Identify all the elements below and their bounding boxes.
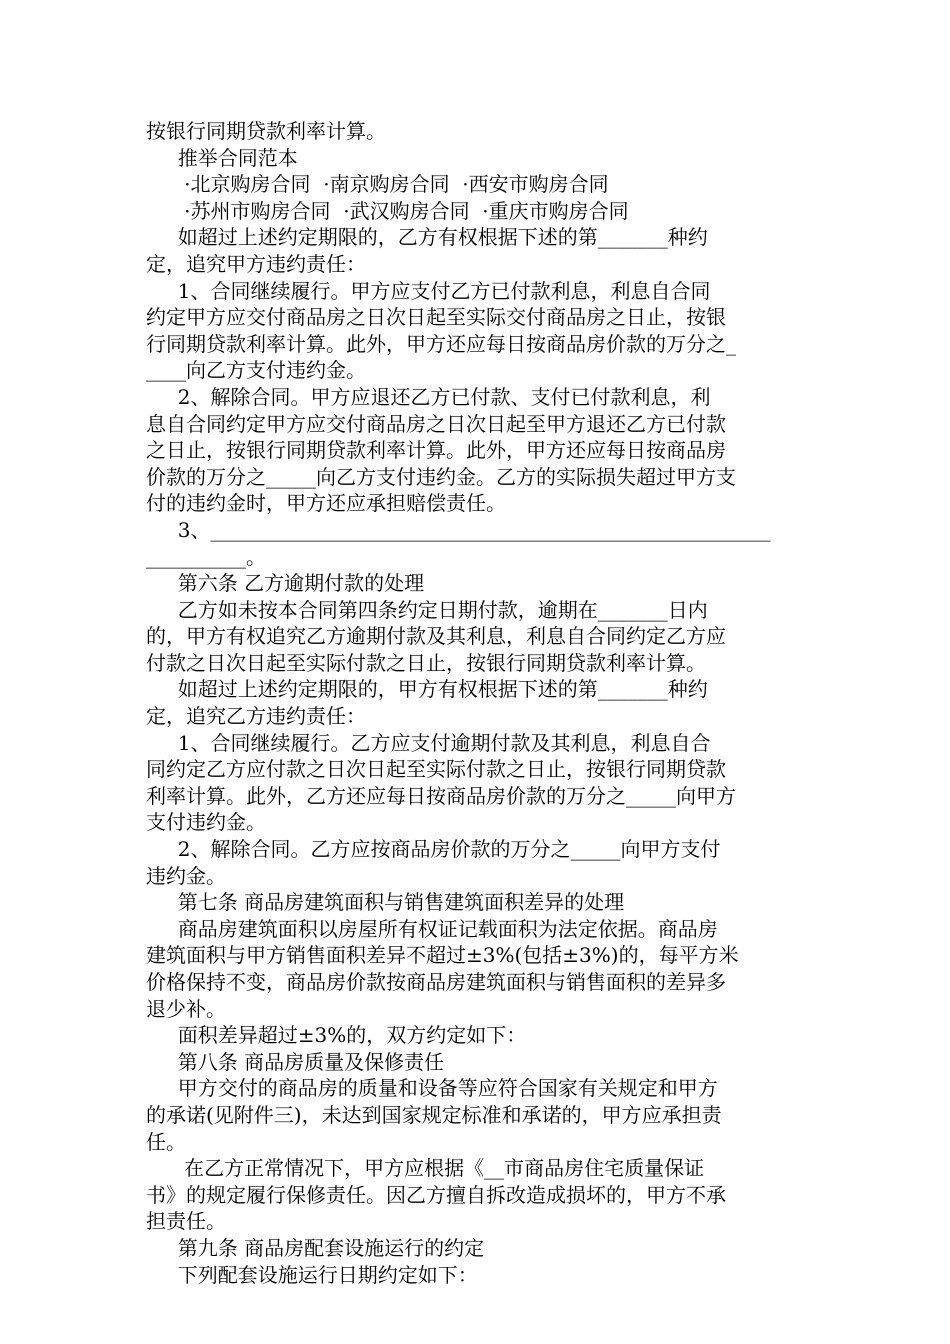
text-line: 的，甲方有权追究乙方逾期付款及其利息，利息自合同约定乙方应 xyxy=(146,624,726,649)
text-line: 乙方如未按本合同第四条约定日期付款，逾期在_______日内 xyxy=(146,597,708,622)
text-line: 2、解除合同。乙方应按商品房价款的万分之_____向甲方支付 xyxy=(146,837,721,862)
text-line: 如超过上述约定期限的，乙方有权根据下述的第_______种约 xyxy=(146,225,708,250)
text-line: 同约定乙方应付款之日次日起至实际付款之日止，按银行同期贷款 xyxy=(146,757,726,782)
text-line: 1、合同继续履行。甲方应支付乙方已付款利息，利息自合同 xyxy=(146,278,711,303)
text-line: 价格保持不变，商品房价款按商品房建筑面积与销售面积的差异多 xyxy=(146,970,726,994)
text-line: 在乙方正常情况下，甲方应根据《__市商品房住宅质量保证 xyxy=(146,1156,705,1181)
text-line: 付的违约金时，甲方还应承担赔偿责任。 xyxy=(146,491,506,516)
text-line: 之日止，按银行同期贷款利率计算。此外，甲方还应每日按商品房 xyxy=(146,438,726,463)
text-line: 2、解除合同。甲方应退还乙方已付款、支付已付款利息，利 xyxy=(146,384,711,409)
text-line: 3、________________________________________________________ xyxy=(146,517,771,542)
text-line: 下列配套设施运行日期约定如下： xyxy=(146,1262,478,1287)
text-line: 担责任。 xyxy=(146,1209,226,1234)
text-line: ·苏州市购房合同 ·武汉购房合同 ·重庆市购房合同 xyxy=(146,198,629,223)
text-line: ·北京购房合同 ·南京购房合同 ·西安市购房合同 xyxy=(146,172,609,197)
text-line: 退少补。 xyxy=(146,996,226,1021)
text-line: 价款的万分之_____向乙方支付违约金。乙方的实际损失超过甲方支 xyxy=(146,464,736,489)
text-line: 书》的规定履行保修责任。因乙方擅自拆改造成损坏的，甲方不承 xyxy=(146,1182,726,1207)
section-heading: 第七条 商品房建筑面积与销售建筑面积差异的处理 xyxy=(146,890,625,915)
section-heading: 第八条 商品房质量及保修责任 xyxy=(146,1049,445,1074)
text-line: 面积差异超过±3%的，双方约定如下： xyxy=(146,1023,527,1048)
text-line: __________。 xyxy=(146,544,266,569)
text-line: 息自合同约定甲方应交付商品房之日次日起至甲方退还乙方已付款 xyxy=(146,411,726,436)
text-line: 的承诺(见附件三)，未达到国家规定标准和承诺的，甲方应承担责 xyxy=(146,1102,722,1127)
section-heading: 第九条 商品房配套设施运行的约定 xyxy=(146,1235,485,1260)
text-line: 违约金。 xyxy=(146,863,226,888)
text-line: 如超过上述约定期限的，甲方有权根据下述的第_______种约 xyxy=(146,677,708,702)
text-line: 定，追究甲方违约责任： xyxy=(146,251,366,276)
text-line: 支付违约金。 xyxy=(146,810,266,835)
text-line: ____向乙方支付违约金。 xyxy=(146,358,366,383)
text-line: 约定甲方应交付商品房之日次日起至实际交付商品房之日止，按银 xyxy=(146,305,726,330)
text-line: 建筑面积与甲方销售面积差异不超过±3%(包括±3%)的，每平方米 xyxy=(146,943,739,968)
document-body xyxy=(146,118,808,1288)
text-line: 任。 xyxy=(146,1129,186,1154)
text-line: 付款之日次日起至实际付款之日止，按银行同期贷款利率计算。 xyxy=(146,650,706,675)
text-line: 1、合同继续履行。乙方应支付逾期付款及其利息，利息自合 xyxy=(146,730,711,755)
text-line: 定，追究乙方违约责任： xyxy=(146,704,366,729)
text-line: 商品房建筑面积以房屋所有权证记载面积为法定依据。商品房 xyxy=(146,916,718,941)
text-line: 按银行同期贷款利率计算。 xyxy=(146,119,386,143)
text-line: 利率计算。此外，乙方还应每日按商品房价款的万分之_____向甲方 xyxy=(146,783,736,808)
text-line: 行同期贷款利率计算。此外，甲方还应每日按商品房价款的万分之_ xyxy=(146,331,736,356)
section-heading: 第六条 乙方逾期付款的处理 xyxy=(146,571,425,596)
text-line: 甲方交付的商品房的质量和设备等应符合国家有关规定和甲方 xyxy=(146,1076,718,1101)
text-line: 推举合同范本 xyxy=(146,145,298,170)
